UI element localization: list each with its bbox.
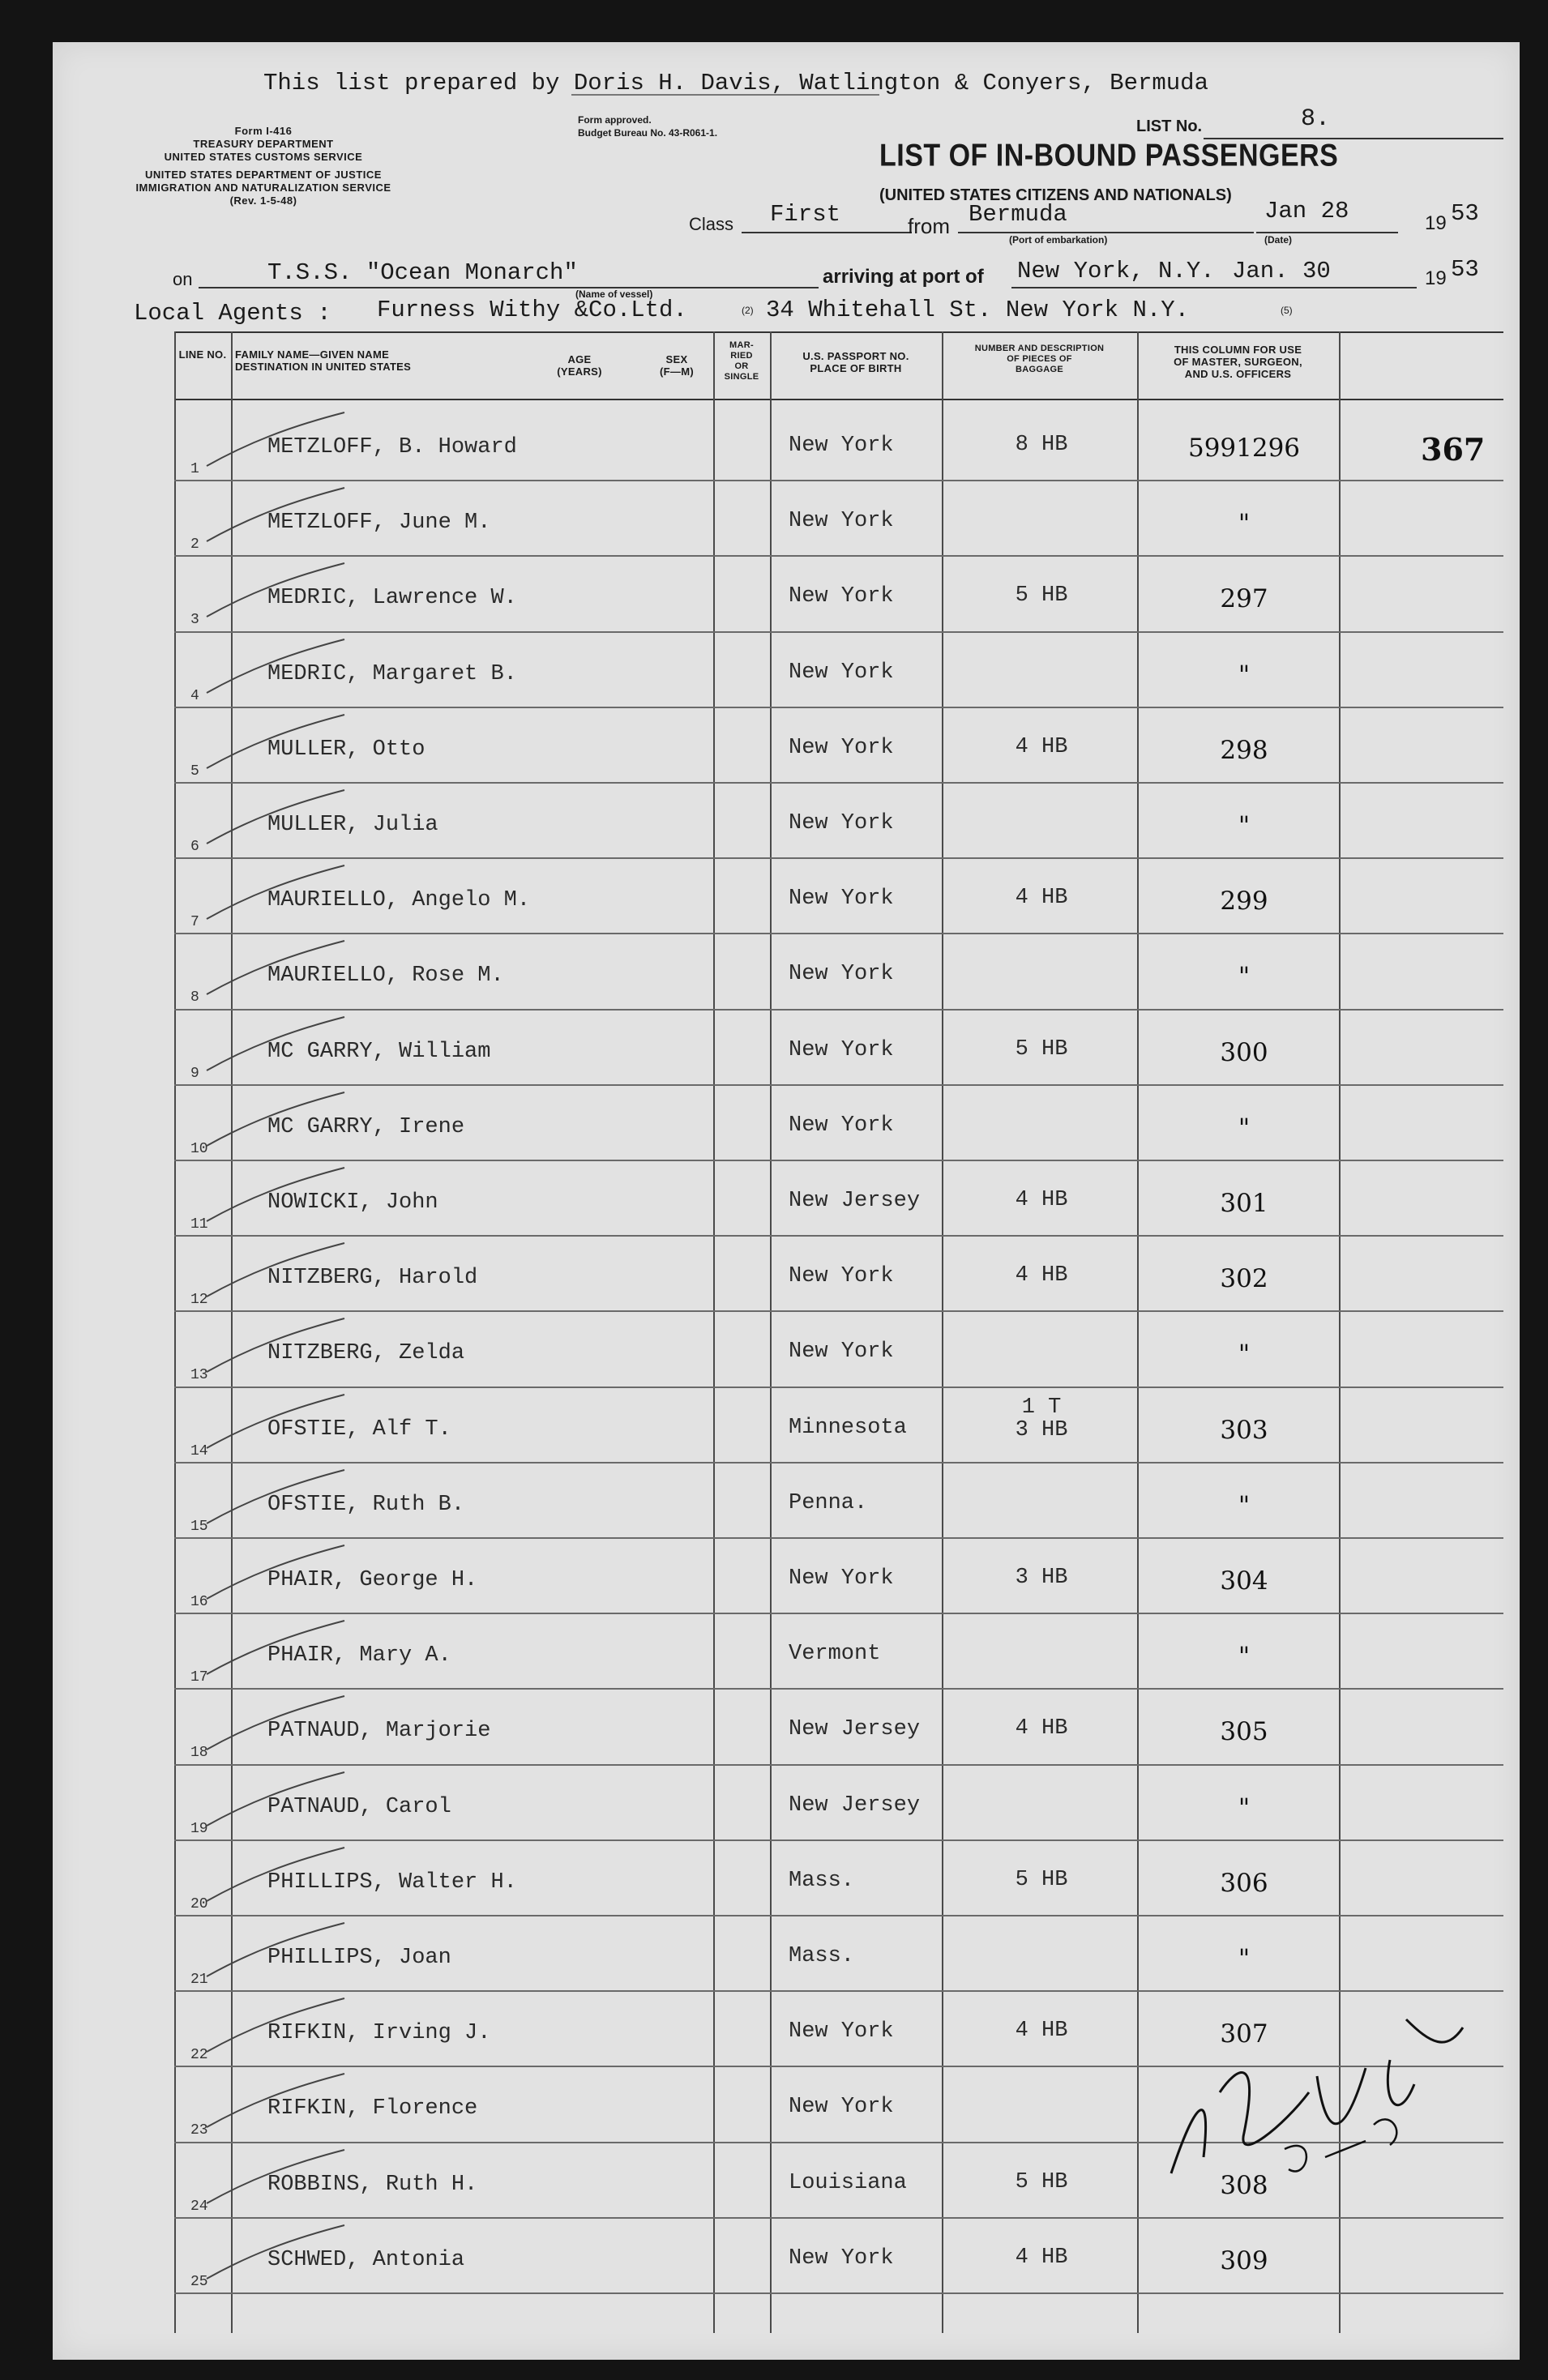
- col-header-officers: THIS COLUMN FOR USE OF MASTER, SURGEON, AND U.S. OFFICERS: [1174, 344, 1302, 380]
- immigration-service: IMMIGRATION AND NATURALIZATION SERVICE: [135, 182, 391, 194]
- officer-note: 305: [1220, 1717, 1268, 1747]
- list-no-label: LIST No.: [1136, 118, 1203, 135]
- line-number: 12: [190, 1292, 208, 1309]
- line-number: 17: [190, 1669, 208, 1686]
- passenger-name: PHILLIPS, Walter H.: [267, 1869, 517, 1895]
- check-mark: [199, 1158, 353, 1231]
- passenger-name: SCHWED, Antonia: [267, 2247, 465, 2272]
- passenger-name: MEDRIC, Lawrence W.: [267, 586, 517, 611]
- page-title: LIST OF IN-BOUND PASSENGERS: [879, 138, 1339, 173]
- place-of-birth: New York: [789, 660, 894, 685]
- from-value: Bermuda: [969, 201, 1067, 228]
- check-mark: [199, 1083, 353, 1156]
- baggage: 4 HB: [1015, 2019, 1068, 2044]
- passenger-name: MC GARRY, Irene: [267, 1114, 465, 1139]
- col-header-name: FAMILY NAME—GIVEN NAME DESTINATION IN UNITED STATES: [235, 348, 412, 373]
- place-of-birth: New York: [789, 811, 894, 835]
- vessel-caption: (Name of vessel): [575, 288, 653, 300]
- baggage: 1 T 3 HB: [1015, 1395, 1068, 1442]
- arriving-label: arriving at port of: [823, 266, 984, 288]
- col-header-baggage: NUMBER AND DESCRIPTION OF PIECES OF BAGGAGE: [974, 344, 1105, 374]
- baggage: 4 HB: [1015, 1188, 1068, 1212]
- passenger-name: MC GARRY, William: [267, 1039, 491, 1064]
- agents-label: Local Agents :: [134, 300, 331, 327]
- passenger-name: MULLER, Otto: [267, 737, 425, 762]
- check-mark: [199, 478, 353, 551]
- baggage: 5 HB: [1015, 583, 1068, 609]
- baggage: 8 HB: [1015, 433, 1068, 457]
- port-caption: (Port of embarkation): [1009, 234, 1108, 246]
- budget-bureau: Budget Bureau No. 43-R061-1.: [578, 127, 718, 139]
- year-prefix: 19: [1425, 212, 1447, 234]
- line-number: 2: [190, 536, 199, 553]
- place-of-birth: Louisiana: [789, 2170, 907, 2195]
- check-mark: [199, 2140, 353, 2213]
- officer-note: 5991296: [1187, 434, 1301, 463]
- arrival-port: New York, N.Y.: [1017, 258, 1215, 284]
- place-of-birth: New York: [789, 1566, 894, 1591]
- line-number: 13: [190, 1367, 208, 1384]
- class-label: Class: [689, 214, 734, 234]
- vessel-name: T.S.S. "Ocean Monarch": [267, 259, 578, 286]
- baggage: 5 HB: [1015, 2169, 1068, 2194]
- row-divider: [174, 1764, 1503, 1766]
- place-of-birth: New York: [789, 584, 894, 609]
- check-mark: [199, 1686, 353, 1759]
- passenger-name: MAURIELLO, Rose M.: [267, 964, 504, 989]
- row-divider: [174, 480, 1503, 481]
- col-header-age: AGE (YEARS): [557, 353, 602, 378]
- baggage: 5 HB: [1015, 1867, 1068, 1892]
- check-mark: [199, 1989, 353, 2062]
- place-of-birth: Minnesota: [789, 1415, 907, 1440]
- passenger-name: MULLER, Julia: [267, 813, 438, 837]
- check-mark: [199, 1913, 353, 1986]
- on-label: on: [173, 269, 193, 289]
- line-number: 15: [190, 1518, 208, 1535]
- passenger-name: NITZBERG, Zelda: [267, 1341, 465, 1366]
- row-divider: [174, 1462, 1503, 1463]
- officer-note: 307: [1220, 2019, 1268, 2049]
- form-approved: Form approved.: [578, 114, 652, 126]
- line-number: 10: [190, 1140, 208, 1157]
- passenger-name: RIFKIN, Florence: [267, 2096, 478, 2121]
- line-number: 4: [190, 687, 199, 704]
- check-mark: [199, 1536, 353, 1609]
- officer-note: ": [1238, 1490, 1251, 1520]
- place-of-birth: New York: [789, 1113, 894, 1138]
- passenger-name: PATNAUD, Carol: [267, 1794, 451, 1819]
- check-mark: [199, 1838, 353, 1911]
- row-divider: [174, 1009, 1503, 1011]
- check-mark: [199, 1763, 353, 1835]
- department-of-justice: UNITED STATES DEPARTMENT OF JUSTICE: [145, 169, 382, 181]
- line-number: 7: [190, 914, 199, 931]
- row-divider: [174, 555, 1503, 557]
- agents-value: Furness Withy &Co.Ltd.: [377, 297, 687, 323]
- passenger-name: PHILLIPS, Joan: [267, 1946, 451, 1970]
- passenger-name: NITZBERG, Harold: [267, 1266, 478, 1291]
- check-mark: [199, 856, 353, 929]
- page-subtitle: (UNITED STATES CITIZENS AND NATIONALS): [879, 186, 1232, 204]
- line-number: 20: [190, 1895, 208, 1912]
- check-mark: [199, 931, 353, 1004]
- line-number: 14: [190, 1442, 208, 1459]
- agents-address: 34 Whitehall St. New York N.Y.: [766, 297, 1190, 323]
- check-mark: [199, 2064, 353, 2137]
- place-of-birth: New York: [789, 735, 894, 760]
- check-mark: [199, 1233, 353, 1306]
- baggage: 4 HB: [1015, 1263, 1068, 1288]
- row-divider: [174, 1084, 1503, 1086]
- line-number: 16: [190, 1594, 208, 1610]
- officer-note: 298: [1220, 735, 1268, 765]
- officer-note: ": [1238, 1340, 1251, 1369]
- row-divider: [174, 1235, 1503, 1237]
- prepared-by-line: This list prepared by Doris H. Davis, Watlington & Conyers, Bermuda: [263, 70, 1208, 96]
- baggage: 3 HB: [1015, 1566, 1068, 1590]
- officer-note: 300: [1220, 1037, 1268, 1067]
- row-divider: [174, 933, 1503, 934]
- check-mark: [199, 780, 353, 853]
- passenger-name: NOWICKI, John: [267, 1190, 438, 1215]
- row-divider: [174, 631, 1503, 633]
- check-mark: [199, 403, 353, 476]
- row-divider: [174, 1613, 1503, 1614]
- year-value: 53: [1451, 200, 1479, 227]
- col-header-married: MAR- RIED OR SINGLE: [724, 340, 759, 382]
- passenger-name: OFSTIE, Alf T.: [267, 1416, 451, 1442]
- date-value: Jan 28: [1264, 198, 1349, 224]
- line-number: 8: [190, 989, 199, 1006]
- form-number: Form I-416: [234, 125, 293, 137]
- baggage: 4 HB: [1015, 734, 1068, 759]
- officer-note: 297: [1220, 584, 1268, 614]
- passenger-name: MAURIELLO, Angelo M.: [267, 888, 531, 913]
- check-mark: [199, 1460, 353, 1533]
- officer-note: ": [1238, 1944, 1251, 1973]
- passenger-name: PHAIR, Mary A.: [267, 1643, 451, 1669]
- line-number: 24: [190, 2198, 208, 2215]
- place-of-birth: Mass.: [789, 1944, 855, 1968]
- agents-n5: (5): [1281, 305, 1293, 316]
- passenger-name: METZLOFF, June M.: [267, 511, 491, 536]
- check-mark: [199, 553, 353, 626]
- check-mark: [199, 1611, 353, 1684]
- place-of-birth: New York: [789, 1037, 894, 1062]
- inspector-signature: [1123, 1971, 1479, 2214]
- officer-note: 303: [1220, 1415, 1268, 1445]
- row-divider: [174, 1839, 1503, 1841]
- officer-note: 299: [1220, 887, 1268, 917]
- check-mark: [199, 1007, 353, 1080]
- approval-block: [578, 113, 717, 139]
- officer-note: ": [1238, 509, 1251, 539]
- place-of-birth: New Jersey: [789, 1792, 921, 1818]
- row-divider: [174, 1160, 1503, 1161]
- place-of-birth: New Jersey: [789, 1189, 921, 1213]
- officer-note: ": [1238, 962, 1251, 992]
- passenger-name: MEDRIC, Margaret B.: [267, 661, 517, 686]
- row-divider: [174, 1688, 1503, 1690]
- date-caption: (Date): [1264, 234, 1293, 246]
- agents-n2: (2): [742, 305, 754, 316]
- arrival-year: 53: [1451, 256, 1479, 283]
- officer-note: ": [1238, 660, 1251, 690]
- row-divider: [174, 1387, 1503, 1388]
- line-number: 18: [190, 1745, 208, 1762]
- row-divider: [174, 1537, 1503, 1539]
- line-number: 6: [190, 839, 199, 855]
- place-of-birth: New York: [789, 2245, 894, 2271]
- officer-note: ": [1238, 1642, 1251, 1672]
- place-of-birth: New York: [789, 1264, 894, 1289]
- passenger-name: RIFKIN, Irving J.: [267, 2021, 491, 2046]
- line-number: 23: [190, 2122, 208, 2139]
- class-value: First: [770, 201, 841, 228]
- officer-note: ": [1238, 1792, 1251, 1822]
- place-of-birth: New Jersey: [789, 1717, 921, 1742]
- row-divider: [174, 1310, 1503, 1312]
- line-number: 5: [190, 763, 199, 780]
- row-divider: [174, 1915, 1503, 1916]
- list-no-value: 8.: [1301, 105, 1331, 133]
- line-number: 11: [190, 1216, 208, 1233]
- place-of-birth: New York: [789, 887, 894, 912]
- place-of-birth: Vermont: [789, 1642, 881, 1667]
- passenger-name: PATNAUD, Marjorie: [267, 1719, 491, 1744]
- place-of-birth: Penna.: [789, 1490, 868, 1515]
- line-number: 19: [190, 1820, 208, 1837]
- place-of-birth: Mass.: [789, 1868, 855, 1893]
- place-of-birth: New York: [789, 509, 894, 534]
- page-stamp: 367: [1421, 431, 1486, 468]
- row-divider: [174, 2292, 1503, 2294]
- col-header-passport: U.S. PASSPORT NO. PLACE OF BIRTH: [802, 350, 909, 374]
- baggage: 5 HB: [1015, 1036, 1068, 1062]
- officer-note: ": [1238, 1113, 1251, 1143]
- row-divider: [174, 2217, 1503, 2219]
- passenger-name: ROBBINS, Ruth H.: [267, 2172, 478, 2197]
- customs-service: UNITED STATES CUSTOMS SERVICE: [164, 151, 363, 163]
- col-header-line: LINE NO.: [178, 348, 227, 361]
- row-divider: [174, 857, 1503, 859]
- officer-note: 301: [1220, 1189, 1268, 1218]
- from-label: from: [908, 214, 950, 238]
- col-header-sex: SEX (F—M): [660, 353, 694, 378]
- officer-note: ": [1238, 811, 1251, 840]
- officer-note: 302: [1220, 1264, 1268, 1294]
- line-number: 3: [190, 612, 199, 629]
- revision-date: (Rev. 1-5-48): [229, 194, 297, 207]
- officer-note: 309: [1220, 2245, 1268, 2275]
- line-number: 21: [190, 1972, 208, 1988]
- line-number: 9: [190, 1065, 199, 1082]
- check-mark: [199, 705, 353, 778]
- officer-note: 306: [1220, 1868, 1268, 1898]
- treasury-department: TREASURY DEPARTMENT: [193, 138, 334, 150]
- line-number: 25: [190, 2273, 208, 2290]
- baggage: 4 HB: [1015, 1716, 1068, 1741]
- check-mark: [199, 630, 353, 703]
- form-block: [126, 125, 401, 207]
- place-of-birth: New York: [789, 962, 894, 987]
- row-divider: [174, 782, 1503, 784]
- arrival-date: Jan. 30: [1232, 258, 1331, 284]
- place-of-birth: New York: [789, 1340, 894, 1365]
- officer-note: 308: [1220, 2170, 1268, 2200]
- manifest-page: [53, 42, 1520, 2360]
- passenger-name: METZLOFF, B. Howard: [267, 435, 517, 459]
- arrival-year-prefix: 19: [1425, 267, 1447, 289]
- officer-note: 304: [1220, 1566, 1268, 1596]
- check-mark: [199, 1309, 353, 1382]
- place-of-birth: New York: [789, 2095, 894, 2120]
- place-of-birth: New York: [789, 2019, 894, 2045]
- line-number: 1: [190, 461, 199, 477]
- check-mark: [199, 2215, 353, 2288]
- check-mark: [199, 1385, 353, 1458]
- baggage: 4 HB: [1015, 886, 1068, 911]
- passenger-name: OFSTIE, Ruth B.: [267, 1492, 465, 1517]
- line-number: 22: [190, 2047, 208, 2064]
- baggage: 4 HB: [1015, 2245, 1068, 2270]
- place-of-birth: New York: [789, 434, 894, 458]
- passenger-name: PHAIR, George H.: [267, 1568, 478, 1592]
- row-divider: [174, 707, 1503, 708]
